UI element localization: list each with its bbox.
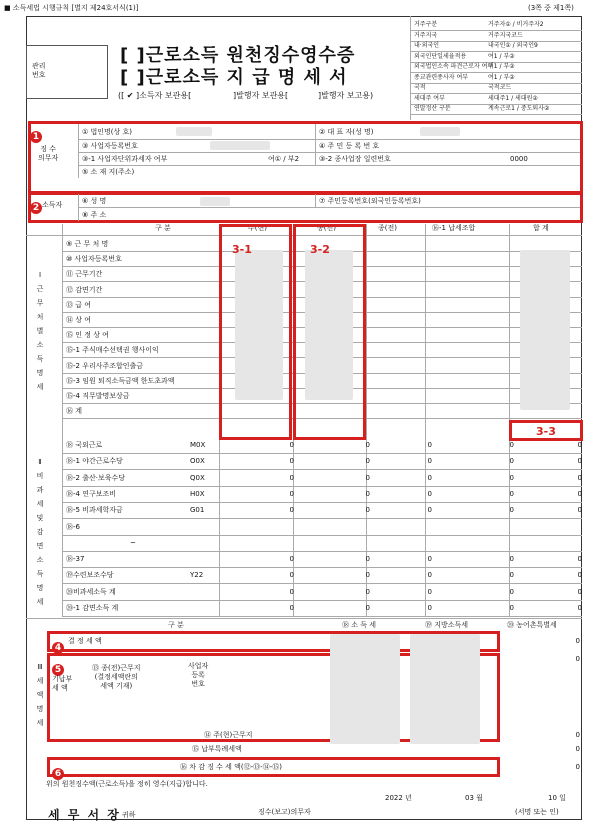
income-row-label: ⑮-3 임원 퇴직소득금액 한도초과액 — [66, 376, 175, 385]
nontax-row-label: ⑳-1 감면소득 계 — [66, 604, 119, 612]
subtitle-report: ]발행자 보고용) — [318, 91, 374, 100]
side-value-2: 내국인① / 외국인9 — [488, 42, 538, 49]
field-biz-reg: ③ 사업자등록번호 — [82, 142, 138, 150]
nontax-row-label: ~ — [130, 538, 136, 547]
field-reg-no: ⑦ 주민등록번호(외국인등록번호) — [319, 197, 421, 205]
col-previous-2: 종(전) — [378, 224, 397, 232]
nontax-value-3: 0 — [509, 587, 514, 596]
income-row-label: ⑯ 계 — [66, 407, 82, 416]
field-resident-no: ④ 주 민 등 록 번 호 — [319, 142, 380, 150]
nontax-value-1: 0 — [365, 457, 370, 466]
nontax-value-1: 0 — [365, 571, 370, 580]
nontax-row-label: ⑱-6 — [66, 522, 80, 531]
nontax-value-4: 0 — [577, 571, 582, 580]
nontax-row-label: ⑱ 국외근로 — [66, 441, 103, 449]
nontax-row-code: Y22 — [190, 571, 204, 580]
nontax-value-0: 0 — [289, 555, 294, 564]
nontax-value-3: 0 — [509, 506, 514, 515]
field-name: ⑥ 성 명 — [82, 197, 107, 205]
tax-group-label: Ⅲ 세액명세 — [36, 663, 44, 727]
col-total: 합 계 — [533, 224, 549, 232]
nontax-value-3: 0 — [509, 489, 514, 498]
side-value-3: 여1 / 부② — [488, 52, 515, 60]
nontax-value-3: 0 — [509, 457, 514, 466]
nontax-value-1: 0 — [365, 489, 370, 498]
nontax-row-line — [62, 469, 582, 470]
income-row-label: ⑫ 감면기간 — [66, 285, 103, 294]
income-row-label: ⑮ 인 정 상 여 — [66, 331, 109, 340]
col-previous: 종(전) — [317, 224, 336, 232]
side-label-0: 거주구분 — [414, 21, 438, 28]
payer-group-label: 징 수 의무자 — [38, 145, 59, 162]
redacted-block — [520, 250, 570, 410]
mgmt-label: 관리 번호 — [32, 62, 46, 79]
side-value-1: 거주지국코드 — [488, 31, 523, 39]
side-value-5: 여1 / 부② — [488, 73, 515, 81]
side-frame-line — [410, 16, 411, 120]
nontax-value-3: 0 — [509, 555, 514, 564]
income-row-label: ⑮-4 직무발명보상금 — [66, 392, 130, 400]
nontax-value-0: 0 — [289, 506, 294, 515]
nontax-value-2: 0 — [427, 571, 432, 580]
subtitle-holder: ([ ✔ ]소득자 보관용[ — [118, 91, 192, 100]
side-label-8: 연말정산 구분 — [414, 105, 451, 112]
rural-zero-2: 0 — [575, 655, 580, 663]
nontax-row-label: ⑲수련보조수당 — [66, 571, 114, 580]
nontax-value-2: 0 — [427, 587, 432, 596]
nontax-value-1: 0 — [365, 506, 370, 515]
field-sub-branch-value: 0000 — [510, 155, 528, 163]
nontax-value-4: 0 — [577, 457, 582, 466]
income-group-label: Ⅰ 근무처별소득명세 — [36, 271, 44, 391]
nontax-value-1: 0 — [365, 555, 370, 564]
date-day: 10 일 — [548, 794, 566, 802]
nontax-value-4: 0 — [577, 604, 582, 612]
nontax-value-4: 0 — [577, 555, 582, 564]
nontax-row-label: ⑱-4 연구보조비 — [66, 489, 117, 498]
date-year: 2022 년 — [385, 794, 412, 802]
nontax-value-4: 0 — [577, 506, 582, 515]
income-row-label: ⑪ 근무기간 — [66, 270, 103, 279]
badge-5: 5 — [52, 657, 64, 676]
nontax-value-0: 0 — [289, 571, 294, 580]
nontax-row-line — [62, 567, 582, 568]
nontax-value-2: 0 — [427, 604, 432, 612]
income-row-label: ⑨ 근 무 처 명 — [66, 240, 109, 248]
nontax-value-0: 0 — [289, 489, 294, 498]
col-current: 주(현) — [248, 224, 267, 232]
side-value-4: 여1 / 부② — [488, 63, 515, 70]
biz-reg-label: 사업자 등록 번호 — [188, 662, 209, 688]
nontax-row-line — [62, 518, 582, 519]
rural-zero-4: 0 — [575, 745, 580, 753]
nontax-value-1: 0 — [365, 441, 370, 449]
side-divider — [410, 114, 582, 115]
badge-4: 4 — [52, 635, 64, 654]
badge-3-1: 3-1 — [232, 243, 252, 256]
nontax-value-4: 0 — [577, 489, 582, 498]
tax-col-category: 구 분 — [168, 621, 184, 629]
badge-2: 2 — [30, 195, 42, 214]
badge-3-3: 3-3 — [536, 425, 556, 438]
rural-zero-5: 0 — [575, 763, 580, 771]
income-row-label: ⑮-1 주식매수선택권 행사이익 — [66, 346, 159, 355]
prev-workplace-label: ⑬ 종(전)근무지 (결정세액란의 세액 기재) — [92, 664, 141, 690]
grid-column-line — [62, 224, 63, 616]
nontax-row-line — [62, 551, 582, 552]
nontax-value-1: 0 — [365, 604, 370, 612]
nontax-row-line — [62, 453, 582, 454]
col-category: 구 분 — [155, 224, 171, 232]
badge-1: 1 — [30, 124, 42, 143]
nontax-value-3: 0 — [509, 441, 514, 449]
field-company: ① 법인명(상 호) — [82, 128, 132, 136]
nontax-value-3: 0 — [509, 473, 514, 482]
nontax-value-0: 0 — [289, 473, 294, 482]
nontax-row-label: ⑱-2 출산·보육수당 — [66, 473, 126, 482]
side-label-3: 외국인단일세율적용 — [414, 52, 467, 60]
nontax-row-label: ⑱-5 비과세학자금 — [66, 506, 123, 515]
highlight-3-1 — [219, 224, 292, 440]
nontax-value-0: 0 — [289, 604, 294, 612]
form-ref: ■ 소득세법 시행규칙 [별지 제24호서식(1)] — [4, 4, 139, 12]
nontax-value-2: 0 — [427, 555, 432, 564]
title-receipt: [ ]근로소득 원천징수영수증 — [120, 45, 356, 66]
side-label-7: 세대주 여부 — [414, 94, 445, 102]
receipt-text: 위의 원천징수액(근로소득)을 정히 영수(지급)합니다. — [46, 780, 208, 788]
nontax-value-2: 0 — [427, 489, 432, 498]
rural-zero-3: 0 — [575, 731, 580, 739]
cur-workplace-label: ⑭ 주(현)근무지 — [204, 731, 253, 739]
side-value-7: 세대주1 / 세대원② — [488, 94, 538, 102]
highlight-3-2 — [293, 224, 366, 440]
rural-zero-1: 0 — [575, 637, 580, 645]
nontax-row-code: Q0X — [190, 473, 205, 482]
badge-3-2: 3-2 — [310, 243, 330, 256]
subtitle-issuer: ]발행자 보관용[ — [233, 91, 289, 100]
side-value-8: 계속근로1 / 중도퇴사② — [488, 105, 550, 112]
nontax-value-0: 0 — [289, 587, 294, 596]
nontax-row-line — [62, 486, 582, 487]
field-unit-tax-value: 여① / 부2 — [268, 155, 300, 163]
nontax-value-2: 0 — [427, 473, 432, 482]
nontax-value-0: 0 — [289, 441, 294, 449]
nontax-value-4: 0 — [577, 587, 582, 596]
nontax-row-label: ⑳비과세소득 계 — [66, 587, 116, 596]
nontax-row-label: ⑱-37 — [66, 555, 85, 564]
nontax-value-0: 0 — [289, 457, 294, 466]
special-tax-label: ⑮ 납부특례세액 — [192, 745, 242, 753]
nontax-row-line — [62, 600, 582, 601]
date-month: 03 월 — [465, 794, 483, 802]
side-label-1: 거주지국 — [414, 31, 438, 39]
tax-office: 세 무 서 장 — [48, 808, 121, 822]
nontax-value-4: 0 — [577, 473, 582, 482]
diff-tax-label: ⑯ 차 감 징 수 세 액(⑫-⑬-⑭-⑮) — [180, 763, 282, 771]
title-statement: [ ]근로소득 지 급 명 세 서 — [120, 67, 348, 88]
badge-6: 6 — [52, 761, 64, 780]
col-union: ⑯-1 납세조합 — [432, 224, 476, 232]
payer-label: 징수(보고)의무자 — [258, 808, 311, 816]
earner-group-label: 소득자 — [42, 201, 63, 209]
nontax-group-label: Ⅱ 비과세및감면소득명세 — [36, 458, 44, 606]
nontax-value-3: 0 — [509, 571, 514, 580]
side-label-2: 내·외국인 — [414, 42, 440, 49]
nontax-value-2: 0 — [427, 441, 432, 449]
tax-col-local: ⑲ 지방소득세 — [425, 621, 469, 629]
nontax-row-line — [62, 583, 582, 584]
nontax-value-2: 0 — [427, 506, 432, 515]
tax-col-rural: ⑳ 농어촌특별세 — [507, 621, 557, 629]
nontax-row-code: M0X — [190, 441, 206, 449]
field-representative: ② 대 표 자(성 명) — [319, 128, 374, 136]
side-value-0: 거주자① / 비거주자2 — [488, 21, 544, 28]
nontax-row-code: O0X — [190, 457, 205, 466]
tax-col-income: ⑱ 소 득 세 — [342, 621, 376, 629]
field-sub-branch: ③-2 종사업장 일련번호 — [319, 155, 391, 163]
income-row-label: ⑩ 사업자등록번호 — [66, 255, 122, 264]
nontax-row-line — [62, 535, 582, 536]
side-label-4: 외국법인소속 파견근로자 여부 — [414, 63, 494, 70]
nontax-row-line — [62, 502, 582, 503]
nontax-value-4: 0 — [577, 441, 582, 449]
nontax-value-3: 0 — [509, 604, 514, 612]
nontax-value-1: 0 — [365, 473, 370, 482]
determined-tax-label: 결 정 세 액 — [68, 637, 102, 645]
field-unit-tax: ③-1 사업자단위과세자 여부 — [82, 155, 168, 163]
field-earner-address: ⑧ 주 소 — [82, 211, 107, 219]
nontax-row-code: H0X — [190, 489, 205, 498]
sign-label: (서명 또는 인) — [515, 808, 559, 816]
nontax-row-label: ⑱-1 야간근로수당 — [66, 457, 123, 466]
nontax-row-code: G01 — [190, 506, 205, 515]
nontax-value-1: 0 — [365, 587, 370, 596]
side-value-6: 국적코드 — [488, 84, 512, 91]
income-row-label: ⑬ 급 여 — [66, 300, 91, 309]
side-label-5: 종교관련종사자 여부 — [414, 73, 469, 81]
nontax-row-line — [62, 616, 582, 617]
side-label-6: 국적 — [414, 84, 426, 91]
paid-tax-label: 기납부 세 액 — [52, 675, 73, 692]
page-note: (3쪽 중 제1쪽) — [528, 4, 574, 12]
income-row-label: ⑮-2 우리사주조합인출금 — [66, 361, 144, 370]
income-row-label: ⑭ 상 여 — [66, 316, 91, 324]
nontax-value-2: 0 — [427, 457, 432, 466]
to-suffix: 귀하 — [122, 811, 136, 819]
field-address: ⑤ 소 재 지(주소) — [82, 168, 135, 176]
